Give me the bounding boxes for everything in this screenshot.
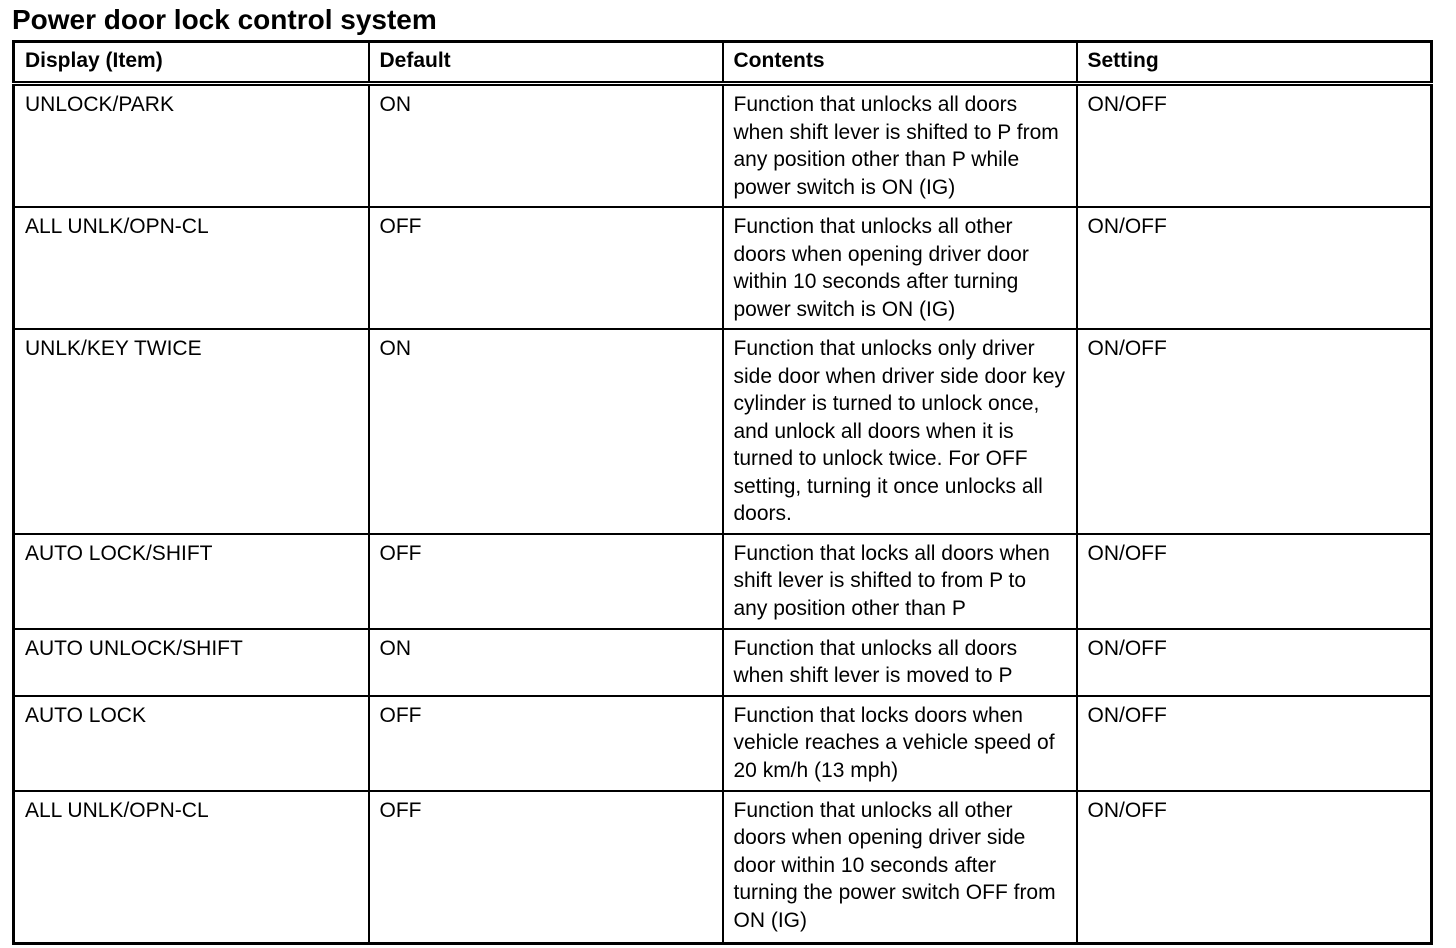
cell-default-value: OFF: [369, 696, 723, 791]
cell-contents: Function that unlocks all doors when shift lever is moved to P: [723, 629, 1077, 696]
cell-contents: Function that locks all doors when shift lever is shifted to from P to any position other than P: [723, 534, 1077, 629]
cell-display-item: AUTO LOCK/SHIFT: [14, 534, 369, 629]
page-title: Power door lock control system: [12, 4, 437, 35]
table-header-row: [14, 42, 1432, 84]
cell-setting: ON/OFF: [1077, 534, 1432, 629]
cell-display-item: AUTO UNLOCK/SHIFT: [14, 629, 369, 696]
table-row: [14, 329, 1432, 534]
column-header-contents: Contents: [723, 42, 1077, 84]
cell-display-item: ALL UNLK/OPN-CL: [14, 207, 369, 329]
cell-display-item: AUTO LOCK: [14, 696, 369, 791]
cell-contents: Function that unlocks only driver side door when driver side door key cylinder is turned to unlock once, and unlock all doors when it is turned to unlock twice. For OFF setting, turning it once unlocks all doors.: [723, 329, 1077, 534]
table-body: [14, 84, 1432, 944]
cell-setting: ON/OFF: [1077, 791, 1432, 944]
cell-contents: Function that unlocks all other doors when opening driver side door within 10 seconds after turning the power switch OFF from ON (IG): [723, 791, 1077, 944]
cell-setting: ON/OFF: [1077, 207, 1432, 329]
cell-setting: ON/OFF: [1077, 84, 1432, 208]
table-row: [14, 791, 1432, 944]
column-header-display: Display (Item): [14, 42, 369, 84]
cell-display-item: UNLK/KEY TWICE: [14, 329, 369, 534]
cell-default-value: OFF: [369, 791, 723, 944]
cell-default-value: ON: [369, 329, 723, 534]
table-row: [14, 629, 1432, 696]
cell-setting: ON/OFF: [1077, 629, 1432, 696]
cell-default-value: OFF: [369, 534, 723, 629]
cell-setting: ON/OFF: [1077, 329, 1432, 534]
cell-default-value: ON: [369, 84, 723, 208]
table-header: [14, 42, 1432, 84]
table-row: [14, 207, 1432, 329]
cell-default-value: ON: [369, 629, 723, 696]
table-row: [14, 696, 1432, 791]
settings-table: [12, 40, 1433, 945]
cell-contents: Function that unlocks all doors when shift lever is shifted to P from any position other than P while power switch is ON (IG): [723, 84, 1077, 208]
cell-default-value: OFF: [369, 207, 723, 329]
cell-setting: ON/OFF: [1077, 696, 1432, 791]
cell-display-item: ALL UNLK/OPN-CL: [14, 791, 369, 944]
table-row: [14, 84, 1432, 208]
cell-display-item: UNLOCK/PARK: [14, 84, 369, 208]
column-header-setting: Setting: [1077, 42, 1432, 84]
column-header-default: Default: [369, 42, 723, 84]
table-row: [14, 534, 1432, 629]
cell-contents: Function that locks doors when vehicle reaches a vehicle speed of 20 km/h (13 mph): [723, 696, 1077, 791]
cell-contents: Function that unlocks all other doors when opening driver door within 10 seconds after turning power switch is ON (IG): [723, 207, 1077, 329]
